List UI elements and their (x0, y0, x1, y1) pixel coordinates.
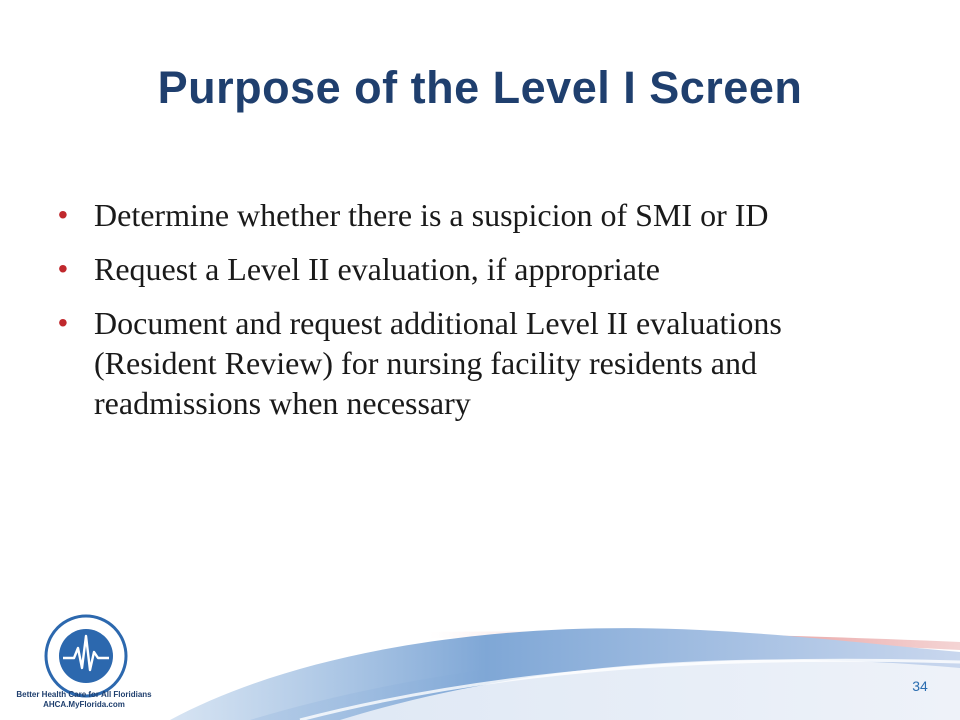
bullet-item (58, 303, 908, 423)
bullet-marker: • (58, 307, 68, 338)
bullet-text: Document and request additional Level II evaluations (Resident Review) for nursing facility residents and readmissions when necessary (94, 305, 782, 421)
bullet-item (58, 195, 908, 235)
footer-tagline (14, 690, 154, 710)
bullet-item (58, 249, 908, 289)
bullet-marker: • (58, 253, 68, 284)
bullet-text: Request a Level II evaluation, if appropriate (94, 251, 660, 287)
tagline-line-2: AHCA.MyFlorida.com (43, 700, 125, 709)
bullet-text: Determine whether there is a suspicion of SMI or ID (94, 197, 769, 233)
bullet-list (58, 195, 908, 437)
tagline-line-1: Better Health Care for All Floridians (16, 690, 152, 699)
ahca-logo-seal (44, 614, 128, 698)
page-number: 34 (912, 678, 928, 694)
slide-title: Purpose of the Level I Screen (157, 62, 803, 113)
bullet-marker: • (58, 199, 68, 230)
